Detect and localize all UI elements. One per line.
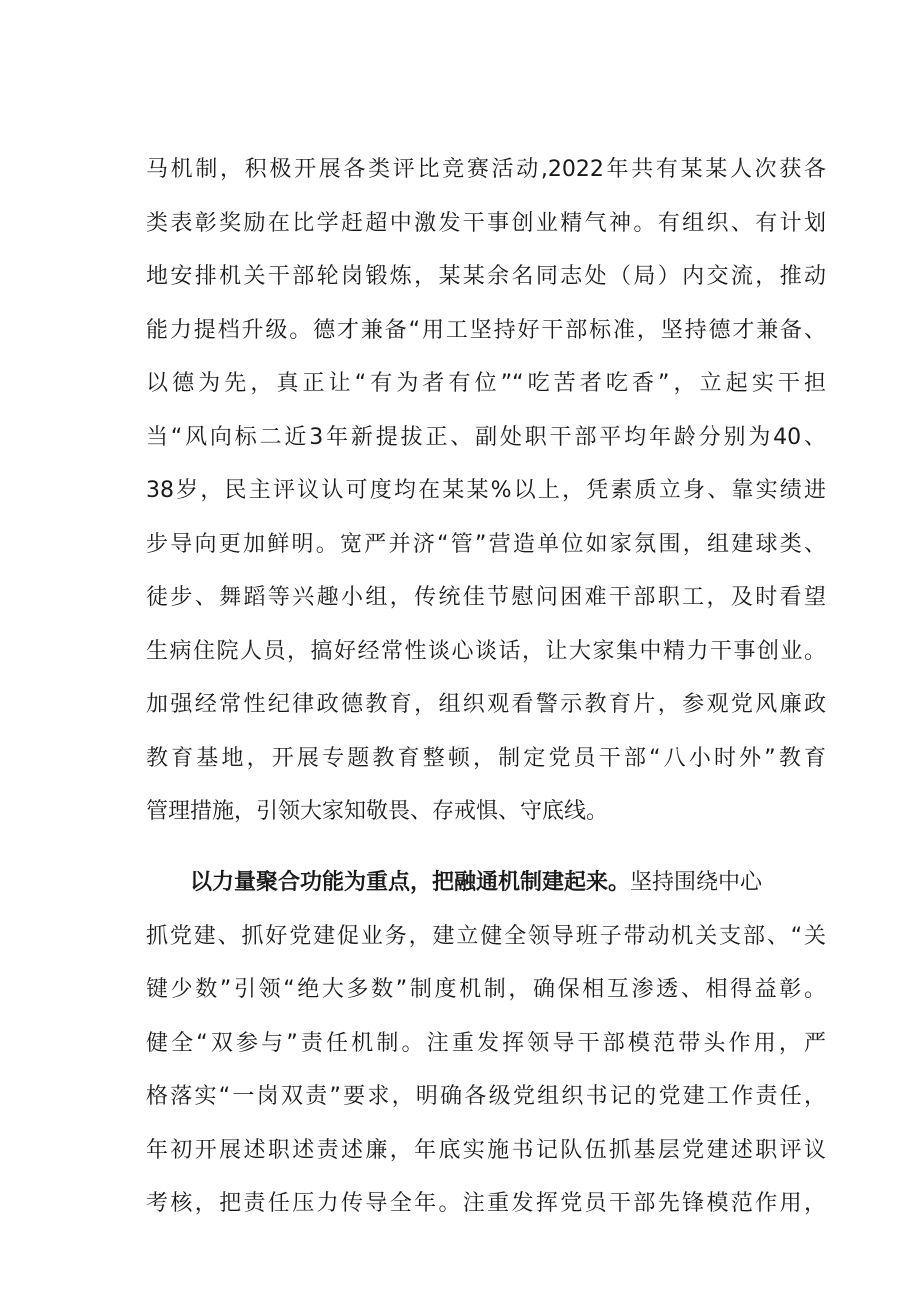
text-line: 教育基地，开展专题教育整顿，制定党员干部“八小时外”教育 — [146, 746, 826, 771]
text-line: 马机制，积极开展各类评比竞赛活动,2022年共有某某人次获各 — [146, 157, 826, 182]
text-line: 以德为先，真正让“有为者有位”“吃苦者吃香”，立起实干担 — [146, 371, 826, 396]
text-line: 年初开展述职述责述廉，年底实施书记队伍抓基层党建述职评议 — [146, 1138, 826, 1163]
paragraph-heading: 以力量聚合功能为重点，把融通机制建起来。 — [190, 870, 631, 895]
text-line: 类表彰奖励在比学赶超中激发干事创业精气神。有组织、有计划 — [146, 211, 826, 236]
text-line: 健全“双参与”责任机制。注重发挥领导干部模范带头作用，严 — [146, 1031, 826, 1056]
text-line: 步导向更加鲜明。宽严并济“管”营造单位如家氛围，组建球类、 — [146, 532, 826, 557]
text-line: 抓党建、抓好党建促业务，建立健全领导班子带动机关支部、“关 — [146, 924, 826, 949]
text-line: 38岁，民主评议认可度均在某某%以上，凭素质立身、靠实绩进 — [146, 478, 826, 503]
text-line: 考核，把责任压力传导全年。注重发挥党员干部先锋模范作用， — [146, 1191, 826, 1216]
text-line: 徒步、舞蹈等兴趣小组，传统佳节慰问困难干部职工，及时看望 — [146, 585, 826, 610]
text-line: 管理措施，引领大家知敬畏、存戒惧、守底线。 — [146, 799, 609, 824]
text-line: 加强经常性纪律政德教育，组织观看警示教育片，参观党风廉政 — [146, 692, 826, 717]
paragraph-heading-line — [190, 863, 826, 903]
text-line: 键少数”引领“绝大多数”制度机制，确保相互渗透、相得益彰。 — [146, 977, 826, 1002]
text-line: 地安排机关干部轮岗锻炼，某某余名同志处（局）内交流，推动 — [146, 264, 826, 289]
text-line: 生病住院人员，搞好经常性谈心谈话，让大家集中精力干事创业。 — [146, 639, 826, 664]
text-line: 能力提档升级。德才兼备“用工坚持好干部标准，坚持德才兼备、 — [146, 318, 826, 343]
text-line: 当“风向标二近3年新提拔正、副处职干部平均年龄分别为40、 — [146, 425, 826, 450]
text-line: 格落实“一岗双责”要求，明确各级党组织书记的党建工作责任， — [146, 1084, 826, 1109]
heading-line-rest: 坚持围绕中心 — [630, 870, 763, 895]
